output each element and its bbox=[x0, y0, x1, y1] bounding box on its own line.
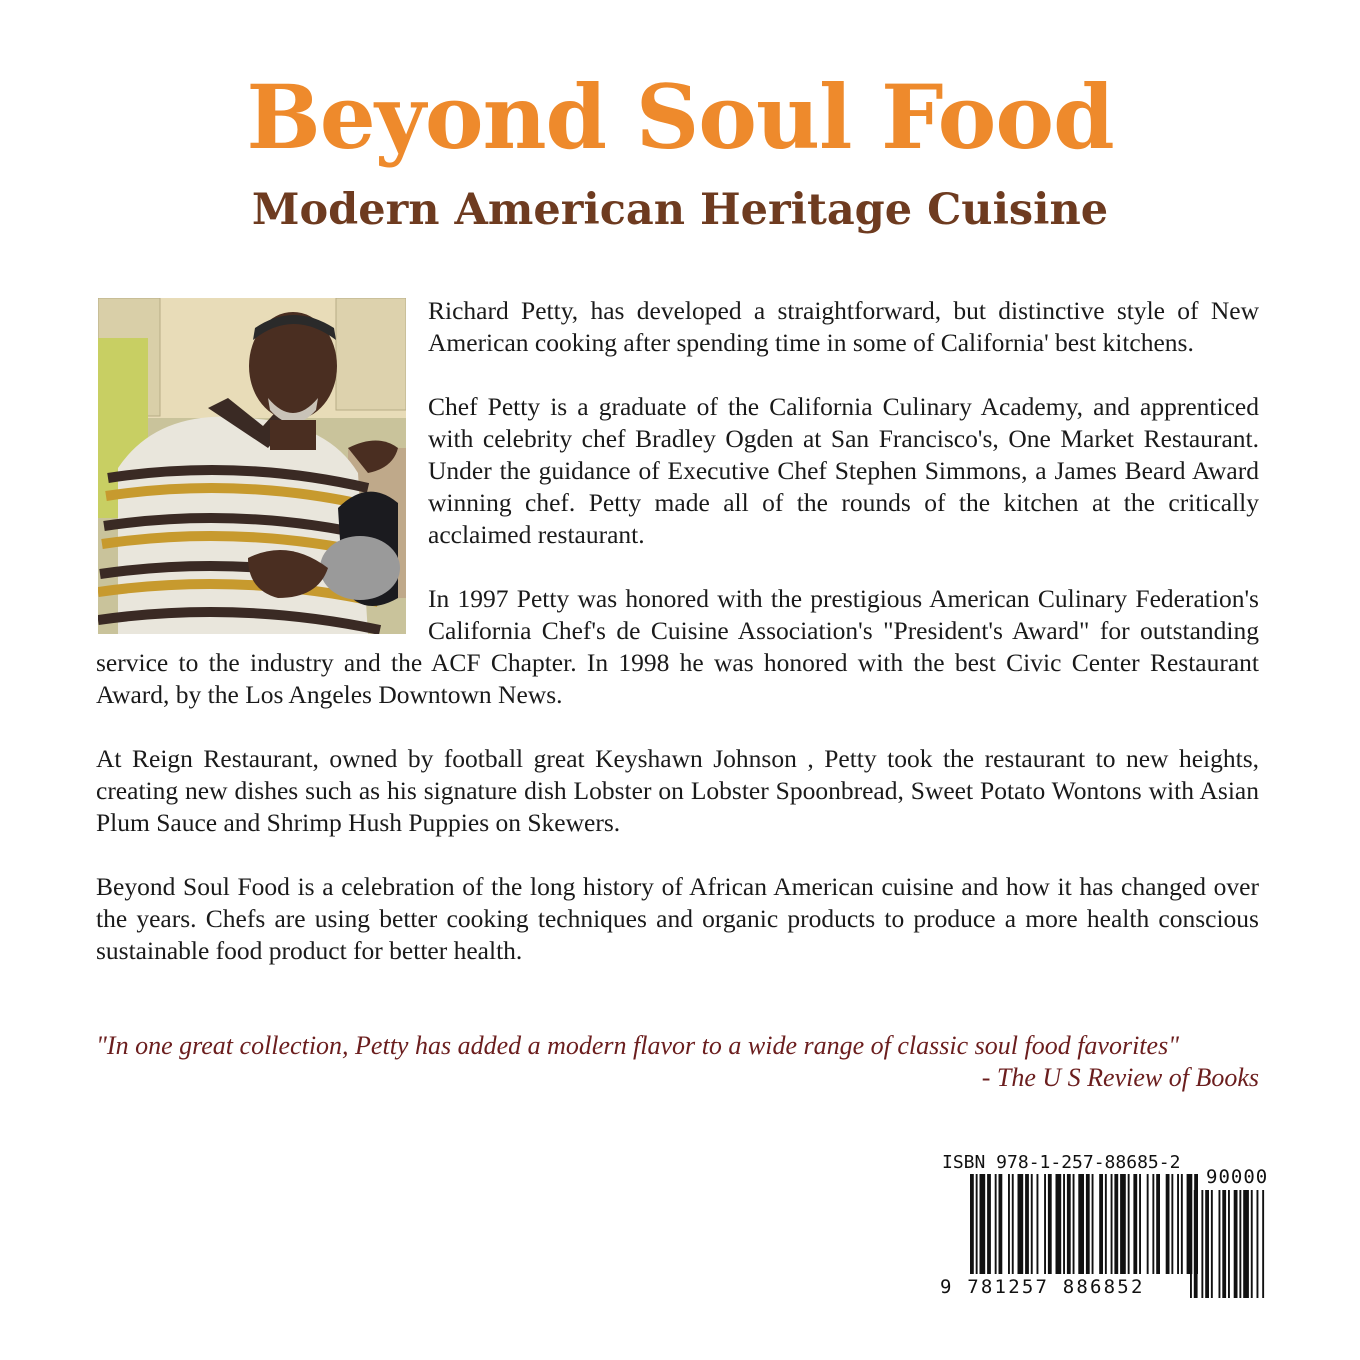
barcode-bar bbox=[1086, 1174, 1090, 1274]
barcode-bar bbox=[976, 1174, 978, 1274]
barcode-bar bbox=[1063, 1174, 1065, 1274]
barcode-bar bbox=[1181, 1174, 1183, 1274]
barcode-bar bbox=[1078, 1174, 1084, 1274]
barcode-addon-bar bbox=[1205, 1190, 1209, 1298]
barcode-addon-bar bbox=[1234, 1190, 1238, 1298]
back-cover-description bbox=[96, 295, 1259, 999]
barcode-addon-bar bbox=[1211, 1190, 1213, 1298]
barcode-addon-bar bbox=[1190, 1190, 1192, 1298]
barcode-addon-bar bbox=[1239, 1190, 1241, 1298]
barcode-bar bbox=[1018, 1174, 1024, 1274]
barcode-bar bbox=[1133, 1174, 1137, 1274]
barcode-bar bbox=[1105, 1174, 1107, 1274]
barcode-digits: 9 781257 886852 bbox=[940, 1276, 1145, 1298]
review-quote bbox=[96, 1030, 1259, 1094]
paragraph-intro: Richard Petty, has developed a straightforward, but distinctive style of New American cooking after spending time in some of California' best kitchens. bbox=[428, 296, 1259, 357]
barcode-bar bbox=[999, 1174, 1003, 1274]
barcode-addon-bar bbox=[1257, 1190, 1259, 1298]
quote-source: - The U S Review of Books bbox=[981, 1063, 1259, 1092]
photo-wrap-spacer bbox=[96, 295, 428, 637]
barcode-bar bbox=[1139, 1174, 1141, 1274]
barcode-bar bbox=[1111, 1174, 1113, 1274]
barcode-bar bbox=[1147, 1174, 1149, 1274]
barcode-bar bbox=[1031, 1174, 1033, 1274]
barcode-bar bbox=[1092, 1174, 1094, 1274]
barcode-bar bbox=[1048, 1174, 1052, 1274]
barcode-bar bbox=[995, 1174, 997, 1274]
barcode-bar bbox=[1166, 1174, 1170, 1274]
barcode-bar bbox=[1012, 1174, 1014, 1274]
quote-text: "In one great collection, Petty has added a modern flavor to a wide range of classic soul food favorites" bbox=[96, 1031, 1180, 1060]
barcode-bar bbox=[987, 1174, 991, 1274]
barcode-bar bbox=[970, 1174, 974, 1274]
paragraph-reign-restaurant: At Reign Restaurant, owned by football great Keyshawn Johnson , Petty took the restaurant to new heights, creating new dishes such as his signature dish Lobster on Lobster Spoonbread, Sweet Potato Wontons with Asian Plum Sauce and Shrimp Hush Puppies on Skewers. bbox=[96, 744, 1259, 837]
barcode-bar bbox=[1177, 1174, 1179, 1274]
barcode-bar bbox=[1037, 1174, 1039, 1274]
isbn-barcode bbox=[940, 1152, 1285, 1312]
barcode-bar bbox=[980, 1174, 986, 1274]
barcode-addon-bar bbox=[1219, 1190, 1221, 1298]
barcode-bar bbox=[1056, 1174, 1062, 1274]
barcode-bar bbox=[1025, 1174, 1029, 1274]
barcode-bar bbox=[1099, 1174, 1103, 1274]
book-subtitle: Modern American Heritage Cuisine bbox=[251, 185, 1109, 235]
paragraph-book-summary: Beyond Soul Food is a celebration of the long history of African American cuisine and how it has changed over the years. Chefs are using better cooking techniques and organic products to produce a more health conscious sustainable food product for better health. bbox=[96, 872, 1259, 965]
barcode-addon-bar bbox=[1262, 1190, 1264, 1298]
barcode-bar bbox=[1008, 1174, 1010, 1274]
barcode-bar bbox=[1128, 1174, 1130, 1274]
barcode-addon-bar bbox=[1228, 1190, 1230, 1298]
barcode-addon-bar bbox=[1251, 1190, 1253, 1298]
barcode-bar bbox=[1120, 1174, 1126, 1274]
barcode-addon-bar bbox=[1243, 1190, 1249, 1298]
barcode-bar bbox=[1156, 1174, 1160, 1274]
barcode-bar bbox=[1171, 1174, 1173, 1274]
barcode-addon-number: 90000 bbox=[1206, 1166, 1269, 1188]
barcode-bar bbox=[1114, 1174, 1118, 1274]
paragraph-awards: In 1997 Petty was honored with the prestigious American Culinary Federation's California Chef's de Cuisine Association's "President's Award" for outstanding service to the industry and the ACF Chapter. In 1998 he was honored with the best Civic Center Restaurant Award, by the Los Angeles Downtown News. bbox=[96, 584, 1259, 709]
paragraph-training: Chef Petty is a graduate of the California Culinary Academy, and apprenticed with celebrity chef Bradley Ogden at San Francisco's, One Market Restaurant. Under the guidance of Executive Chef Stephen Simmons, a James Beard Award winning chef. Petty made all of the rounds of the kitchen at the critically acclaimed restaurant. bbox=[428, 392, 1259, 549]
isbn-label: ISBN 978-1-257-88685-2 bbox=[942, 1152, 1181, 1173]
barcode-addon-bar bbox=[1194, 1190, 1198, 1298]
barcode-bar bbox=[1073, 1174, 1075, 1274]
book-title: Beyond Soul Food bbox=[246, 65, 1114, 169]
barcode-addon-bar bbox=[1222, 1190, 1226, 1298]
barcode-bar bbox=[1067, 1174, 1071, 1274]
barcode-bar bbox=[1152, 1174, 1154, 1274]
barcode-addon-bar bbox=[1201, 1190, 1203, 1298]
barcode-bar bbox=[1044, 1174, 1046, 1274]
